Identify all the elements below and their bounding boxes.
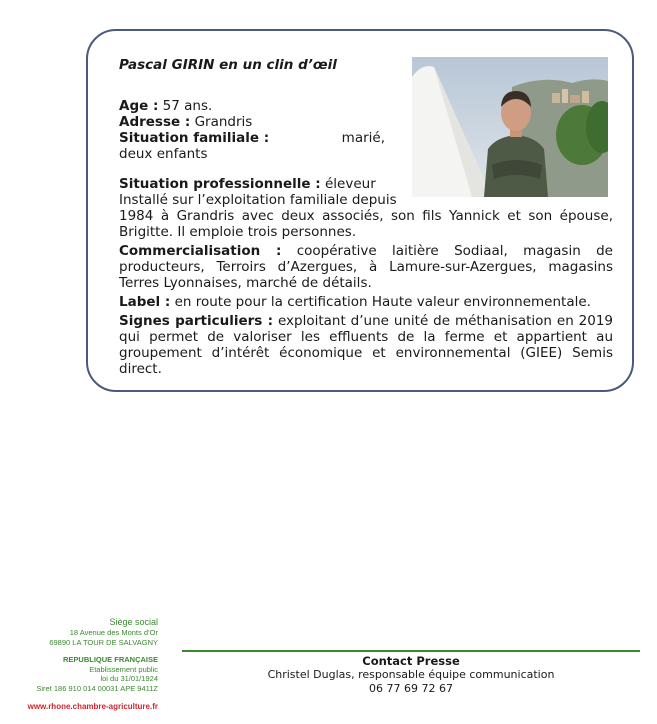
- footer-divider: [182, 650, 640, 652]
- republic-label: REPUBLIQUE FRANÇAISE: [62, 655, 158, 665]
- family-label: Situation familiale :: [119, 130, 270, 146]
- pro-value: éleveur: [324, 176, 376, 192]
- label-value: en route pour la certification Haute valeur environnementale.: [174, 294, 591, 310]
- law-label: loi du 31/01/1924: [100, 674, 158, 684]
- pro-text-2: 1984 à Grandris avec deux associés, son fils Yannick et son épouse, Brigitte. Il emploie trois personnes.: [119, 208, 613, 240]
- family-value: marié,: [341, 130, 385, 146]
- family-line: [119, 130, 405, 146]
- age-value: 57 ans.: [162, 98, 213, 114]
- family-line-cont: deux enfants: [119, 146, 208, 162]
- pro-text-1: Installé sur l’exploitation familiale depuis: [119, 192, 397, 208]
- contact-phone: 06 77 69 72 67: [369, 682, 453, 695]
- commerce-paragraph: [119, 243, 613, 291]
- label-paragraph: [119, 294, 613, 310]
- professional-section: [119, 176, 613, 380]
- commerce-value: coopérative laitière Sodiaal, magasin de producteurs, Terroirs d’Azergues, à Lamure-sur-Azergues, magasins Terres Lyonnaises, marché de détails.: [119, 243, 613, 291]
- signs-label: Signes particuliers :: [119, 313, 274, 329]
- contact-heading: Contact Presse: [362, 654, 460, 668]
- establishment-label: Etablissement public: [89, 664, 158, 674]
- footer-organisation: [10, 617, 158, 711]
- profile-card: [86, 29, 634, 392]
- label-label: Label :: [119, 294, 171, 310]
- siege-address-1: 18 Avenue des Monts d’Or: [69, 628, 158, 637]
- address-value: Grandris: [194, 114, 253, 130]
- siege-address-2: 69890 LA TOUR DE SALVAGNY: [49, 637, 158, 647]
- siret-label: Siret 186 910 014 00031 APE 9411Z: [36, 683, 158, 693]
- bio-section: [119, 98, 405, 162]
- website-link[interactable]: www.rhone.chambre-agriculture.fr: [27, 701, 158, 711]
- pro-label: Situation professionnelle :: [119, 176, 321, 192]
- pro-situation: [119, 176, 405, 208]
- contact-person: Christel Duglas, responsable équipe communication: [267, 668, 555, 681]
- signs-paragraph: [119, 313, 613, 377]
- address-line: [119, 114, 405, 130]
- siege-label: Siège social: [109, 617, 158, 627]
- press-contact: [182, 654, 640, 696]
- profile-title: Pascal GIRIN en un clin d’œil: [119, 57, 337, 73]
- age-line: [119, 98, 405, 114]
- commerce-label: Commercialisation :: [119, 243, 282, 259]
- age-label: Age :: [119, 98, 159, 114]
- address-label: Adresse :: [119, 114, 191, 130]
- signs-value: exploitant d’une unité de méthanisation en 2019 qui permet de valoriser les effluents de la ferme et appartient au groupement d’intérêt économique et environnemental (GIEE) Semis direct.: [119, 313, 613, 377]
